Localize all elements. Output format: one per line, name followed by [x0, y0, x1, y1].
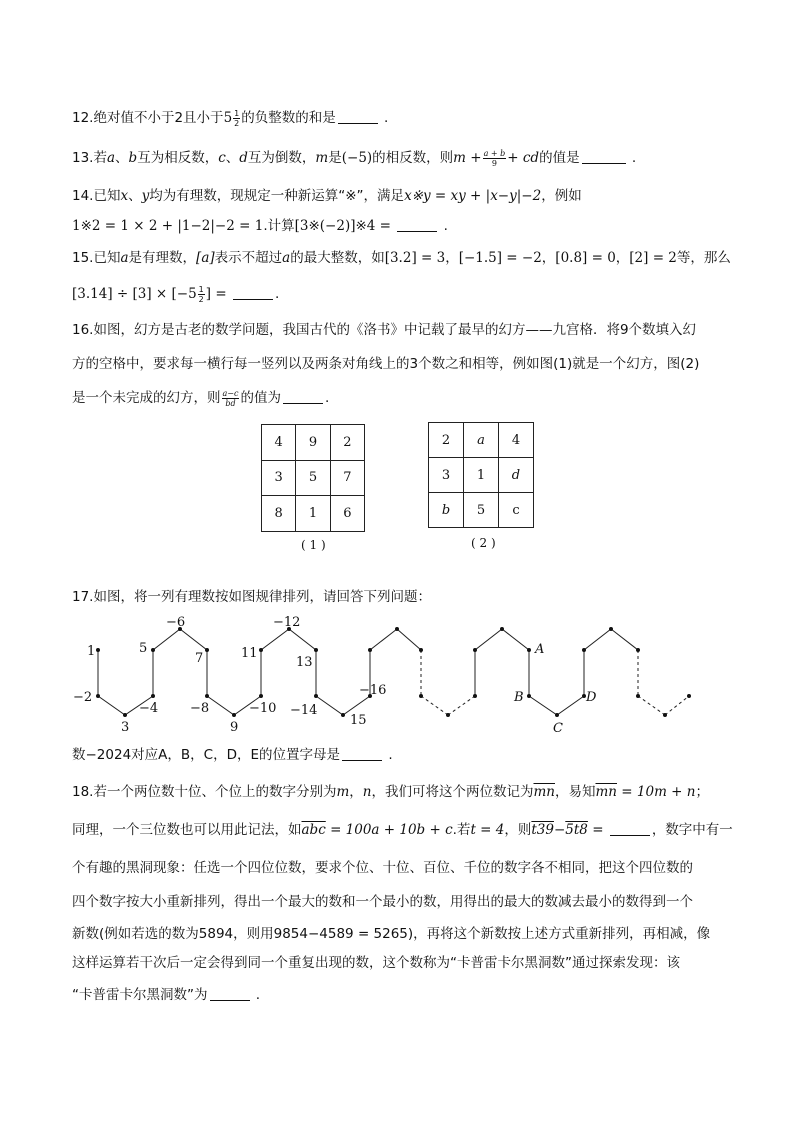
zigzag-dash-2 [421, 696, 448, 715]
question-18-line5 [72, 924, 732, 944]
letter-label-a: A [535, 642, 545, 657]
q13-t4: 的相反数，则 [372, 150, 454, 166]
q15-prefix: 15.已知 [72, 250, 121, 266]
grid-cell: 1 [464, 458, 499, 493]
dot [663, 713, 667, 717]
grid-row [429, 458, 534, 493]
q12-answer-blank[interactable] [338, 109, 378, 124]
q13-var-a: a [106, 150, 116, 166]
question-14-line1 [72, 186, 732, 206]
zigzag-label: 1 [87, 644, 96, 659]
zigzag-label: −16 [359, 683, 387, 698]
q16-line1: 16.如图，幻方是古老的数学问题，我国古代的《洛书》中记载了最早的幻方——九宫格．将9个数填入幻 [72, 322, 697, 338]
figure-2-caption: ( 2 ) [471, 536, 496, 550]
grid-cell: 4 [498, 423, 533, 458]
zigzag-label: −2 [73, 690, 93, 705]
q17-period: . [388, 747, 393, 763]
letter-label-d: D [586, 690, 597, 705]
question-17-line2 [72, 745, 732, 765]
q15-var-a: a [120, 250, 129, 266]
q13-answer-blank[interactable] [582, 149, 626, 164]
question-13 [72, 148, 732, 168]
zigzag-label: 7 [195, 651, 204, 666]
grid-cell: b [429, 493, 464, 528]
q16-frac-den: bd [225, 398, 236, 408]
q18-mid: ，我们可将这个两位数记为 [371, 784, 534, 800]
question-18-line4 [72, 892, 732, 912]
grid-cell: 5 [464, 493, 499, 528]
q18-line6: 这样运算若干次后一定会得到同一个重复出现的数，这个数称为“卡普雷卡尔黑洞数”通过探索发现：该 [72, 955, 680, 971]
q13-var-c: c [218, 150, 226, 166]
grid-cell: 7 [330, 460, 364, 496]
question-15-line1 [72, 248, 732, 268]
dot [687, 694, 691, 698]
q18-if: .若 [452, 822, 471, 838]
question-18-line1 [72, 782, 732, 802]
q13-t3: 是 [328, 150, 342, 166]
zigzag-label: −12 [273, 615, 301, 630]
q12-fraction [233, 109, 240, 128]
dot [232, 713, 236, 717]
grid-cell: a [464, 423, 499, 458]
q14-answer-blank[interactable] [397, 217, 437, 232]
dot [259, 694, 263, 698]
grid-cell: c [498, 493, 533, 528]
grid-row [429, 423, 534, 458]
q14-var-y: y [141, 188, 150, 204]
q15-bracket: [a] [196, 250, 215, 266]
q13-sep1: 、 [115, 150, 129, 166]
q18-semicolon: ； [695, 784, 709, 800]
q18-line4: 四个数字按大小重新排列，得出一个最大的数和一个最小的数，用得出的最大的数减去最小的数得到一个 [72, 894, 693, 910]
question-15-line2 [72, 284, 732, 304]
zigzag-label: −4 [139, 701, 159, 716]
zigzag-label: 11 [241, 646, 258, 661]
q14-calc: [3※(−2)]※4 = [294, 218, 391, 234]
q13-period: . [631, 150, 637, 166]
question-16-line1 [72, 320, 732, 340]
q13-fraction [483, 149, 507, 168]
dot [341, 713, 345, 717]
zigzag-dash-6 [665, 696, 689, 715]
grid-cell: 3 [429, 458, 464, 493]
dot [446, 713, 450, 717]
q16-line3-suffix: 的值为 [240, 390, 281, 406]
question-18-line2 [72, 820, 732, 840]
dot [555, 713, 559, 717]
q12-prefix: 12.绝对值不小于2且小于 [72, 110, 224, 126]
dot [527, 648, 531, 652]
q18-line3: 个有趣的黑洞现象：任选一个四位位数，要求个位、十位、百位、千位的数字各不相同，把这个四位数的 [72, 860, 693, 876]
q18-answer-blank-1[interactable] [610, 821, 650, 836]
q18-line2-prefix: 同理，一个三位数也可以用此记法，如 [72, 822, 302, 838]
question-17-title [72, 587, 732, 607]
dot [636, 694, 640, 698]
q15-close: ] = [205, 286, 227, 302]
q12-mixed-whole: 5 [223, 110, 233, 126]
q16-period: . [324, 390, 330, 406]
q14-prefix: 14.已知 [72, 188, 121, 204]
q18-mn-vector: $\overline{mn}$ [533, 784, 555, 800]
grid-cell: d [498, 458, 533, 493]
dot [419, 694, 423, 698]
q15-examples: [3.2] = 3，[−1.5] = −2，[0.8] = 0，[2] = 2 [384, 250, 677, 266]
q13-t2: 互为倒数， [247, 150, 316, 166]
q14-period: . [443, 218, 448, 234]
zigzag-label: −8 [190, 701, 210, 716]
q18-prefix: 18.若一个两位数十位、个位上的数字分别为 [72, 784, 337, 800]
q18-easy: ，易知 [555, 784, 596, 800]
dot [419, 648, 423, 652]
q16-line3-prefix: 是一个未完成的幻方，则 [72, 390, 221, 406]
q14-text: 均为有理数，现规定一种新运算“※”，满足 [149, 188, 405, 204]
q16-fraction [222, 389, 240, 408]
dot [151, 694, 155, 698]
zigzag-label: 13 [296, 655, 313, 670]
question-18-line6 [72, 953, 732, 973]
q15-frac-den: 2 [198, 294, 204, 304]
q12-period: . [384, 110, 389, 126]
question-18-line3 [72, 858, 732, 878]
q12-suffix: 的负整数的和是 [241, 110, 336, 126]
dot [527, 694, 531, 698]
grid-cell: 6 [330, 496, 364, 532]
q15-answer-blank[interactable] [233, 285, 273, 300]
figure-1-caption: ( 1 ) [301, 538, 326, 552]
question-12 [72, 108, 732, 128]
dot [96, 694, 100, 698]
q18-abc: $\overline{abc}$ [301, 822, 326, 838]
q15-fraction [198, 285, 205, 304]
q16-answer-blank[interactable] [283, 389, 323, 404]
q13-expr2: + cd [507, 150, 540, 166]
zigzag-dash-5 [638, 696, 665, 715]
q17-question: 数−2024对应A，B，C，D，E的位置字母是 [72, 747, 341, 763]
dot [368, 648, 372, 652]
dot [123, 713, 127, 717]
q13-frac-den: 9 [491, 158, 497, 168]
q18-mn-bar: $\overline{mn}$ [595, 784, 617, 800]
q13-t5: 的值是 [539, 150, 580, 166]
q18-var-m: m [336, 784, 350, 800]
q15-expr: [3.14] ÷ [3] × [−5 [72, 286, 197, 302]
q16-line2: 方的空格中，要求每一横行每一竖列以及两条对角线上的3个数之和相等，例如图(1)就是一个幻方，图(2) [72, 356, 700, 372]
zigzag-label: −14 [290, 703, 318, 718]
grid-cell: 3 [262, 460, 296, 496]
q18-expr-a: t39 [531, 822, 554, 838]
question-18-line7 [72, 985, 732, 1005]
question-16-line2 [72, 354, 732, 374]
zigzag-label: −10 [249, 701, 277, 716]
dot [151, 648, 155, 652]
grid-cell: 1 [296, 496, 330, 532]
grid-row [262, 496, 365, 532]
dot [500, 627, 504, 631]
magic-square-2 [428, 422, 534, 528]
dot [473, 694, 477, 698]
dot [395, 627, 399, 631]
grid-cell: 9 [296, 425, 330, 461]
q18-line2-end: ，数字中有一 [651, 822, 733, 838]
grid-row [429, 493, 534, 528]
q18-line7: “卡普雷卡尔黑洞数”为 [72, 987, 208, 1003]
q15-t3: 的最大整数，如 [290, 250, 385, 266]
question-16-line3 [72, 388, 732, 408]
q13-sep2: 、 [225, 150, 240, 166]
q14-suffix: ，例如 [541, 188, 582, 204]
q18-period: . [255, 987, 261, 1003]
q14-var-x: x [120, 188, 129, 204]
letter-label-b: B [514, 690, 524, 705]
dot [314, 694, 318, 698]
q14-example: 1※2 = 1 × 2 + |1−2|−2 = 1 [72, 218, 264, 234]
q12-frac-num: 1 [234, 108, 240, 118]
q15-period: . [274, 286, 280, 302]
dot [473, 648, 477, 652]
grid-cell: 8 [262, 496, 296, 532]
q13-var-m: m [315, 150, 329, 166]
q12-frac-den: 2 [234, 118, 240, 128]
zigzag-path-second [475, 629, 638, 715]
q17-answer-blank[interactable] [342, 746, 382, 761]
q15-t2: 表示不超过 [214, 250, 283, 266]
q14-calc-text: .计算 [263, 218, 295, 234]
q13-prefix: 13.若 [72, 150, 107, 166]
zigzag-label: 15 [350, 713, 367, 728]
grid-row [262, 425, 365, 461]
grid-cell: 4 [262, 425, 296, 461]
q15-var-a2: a [282, 250, 291, 266]
magic-square-1 [261, 424, 365, 532]
q15-t1: 是有理数， [128, 250, 197, 266]
q18-eq3: = [592, 822, 604, 838]
grid-cell: 5 [296, 460, 330, 496]
letter-label-c: C [553, 721, 563, 736]
q18-minus: − [553, 822, 566, 838]
zigzag-label: 5 [139, 641, 148, 656]
zigzag-label: −6 [166, 615, 186, 630]
number-zigzag-figure [0, 610, 794, 740]
grid-cell: 2 [330, 425, 364, 461]
q18-then: ，则 [504, 822, 532, 838]
q14-sep: 、 [128, 188, 142, 204]
q18-expr-b: 5t8 [565, 822, 588, 838]
q15-t4: 等，那么 [676, 250, 731, 266]
q13-expr1: m + [453, 150, 482, 166]
dot [205, 694, 209, 698]
q13-t1: 互为相反数， [137, 150, 219, 166]
q18-var-n: n [362, 784, 372, 800]
dot [96, 648, 100, 652]
q13-frac-num: a + b [483, 148, 506, 158]
dot [609, 627, 613, 631]
question-14-line2 [72, 216, 732, 236]
zigzag-label: 3 [121, 720, 130, 735]
dot [636, 648, 640, 652]
grid-row [262, 460, 365, 496]
q15-frac-num: 1 [198, 284, 204, 294]
q18-t-eq: t = 4 [470, 822, 505, 838]
q14-rule: x※y = xy + |x−y|−2 [404, 188, 542, 204]
grid-cell: 2 [429, 423, 464, 458]
q13-var-b: b [128, 150, 138, 166]
q18-eq1: = 10m + n [621, 784, 696, 800]
q17-title: 17.如图，将一列有理数按如图规律排列，请回答下列问题： [72, 589, 431, 605]
q18-eq2: = 100a + 10b + c [330, 822, 453, 838]
q18-line5: 新数(例如若选的数为5894，则用9854−4589 = 5265)，再将这个新数按上述方式重新排列，再相减，像 [72, 926, 711, 942]
dot [259, 648, 263, 652]
q18-answer-blank-2[interactable] [210, 986, 250, 1001]
dot [314, 648, 318, 652]
q18-comma: ， [349, 784, 363, 800]
zigzag-dash-3 [448, 696, 475, 715]
dot [205, 648, 209, 652]
dot [582, 648, 586, 652]
q13-var-d: d [239, 150, 248, 166]
zigzag-label: 9 [230, 720, 239, 735]
q13-neg5: (−5) [341, 150, 373, 166]
q16-frac-num: a−c [222, 388, 239, 398]
